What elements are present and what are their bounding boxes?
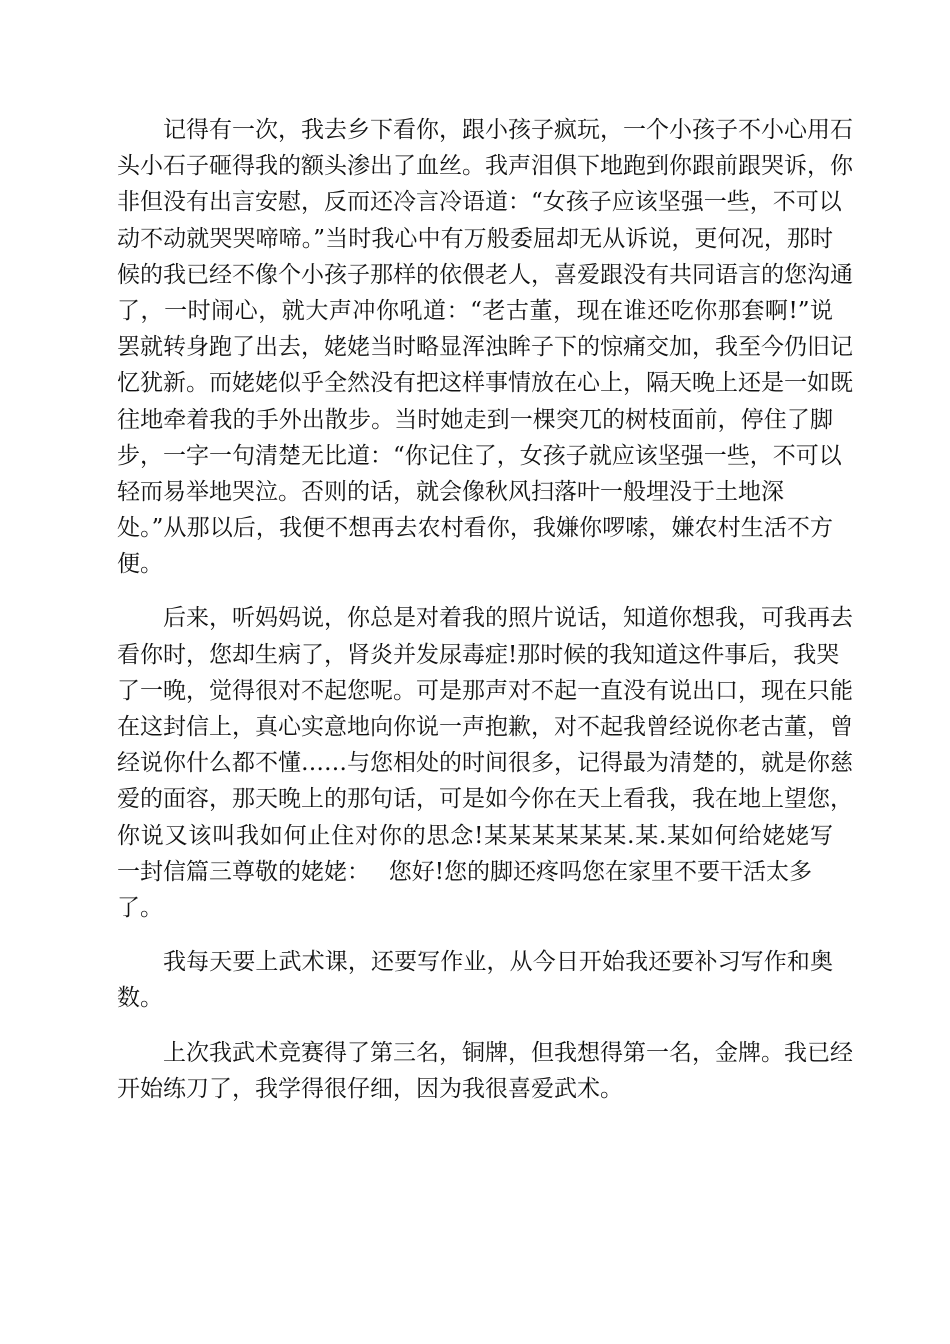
text-line: 往地牵着我的手外出散步。当时她走到一棵突兀的树枝面前，停住了脚	[117, 406, 833, 433]
text-line: 你说又该叫我如何止住对你的思念!某某某某某某.某.某如何给姥姥写	[117, 822, 833, 849]
text-line: 轻而易举地哭泣。否则的话，就会像秋风扫落叶一般埋没于土地深	[117, 478, 784, 505]
paragraph-spacer	[117, 1017, 833, 1035]
text-line: 便。	[117, 551, 163, 578]
text-line: 忆犹新。而姥姥似乎全然没有把这样事情放在心上，隔天晚上还是一如既	[117, 370, 853, 397]
text-line: 上次我武术竞赛得了第三名，铜牌，但我想得第一名，金牌。我已经	[163, 1039, 853, 1066]
text-line: 一封信篇三尊敬的姥姥： 您好!您的脚还疼吗您在家里不要干活太多	[117, 858, 813, 885]
text-line: 数。	[117, 985, 163, 1012]
text-line: 头小石子砸得我的额头渗出了血丝。我声泪俱下地跑到你跟前跟哭诉，你	[117, 153, 853, 180]
paragraph-4	[117, 1035, 853, 1107]
text-line: 罢就转身跑了出去，姥姥当时略显浑浊眸子下的惊痛交加，我至今仍旧记	[117, 334, 853, 361]
document-page	[117, 112, 853, 1107]
text-line: 非但没有出言安慰，反而还冷言冷语道：“女孩子应该坚强一些，不可以	[117, 189, 842, 216]
text-line: 候的我已经不像个小孩子那样的依偎老人，喜爱跟没有共同语言的您沟通	[117, 261, 853, 288]
paragraph-spacer	[117, 582, 833, 600]
text-line: 步，一字一句清楚无比道：“你记住了，女孩子就应该坚强一些，不可以	[117, 442, 842, 469]
paragraph-1	[117, 112, 853, 582]
text-line: 爱的面容，那天晚上的那句话，可是如今你在天上看我，我在地上望您，	[117, 786, 853, 813]
text-line: 经说你什么都不懂……与您相处的时间很多，记得最为清楚的，就是你慈	[117, 750, 853, 777]
text-line: 记得有一次，我去乡下看你，跟小孩子疯玩，一个小孩子不小心用石	[163, 117, 853, 143]
text-line: 了一晚，觉得很对不起您呢。可是那声对不起一直没有说出口，现在只能	[117, 677, 853, 704]
text-line: 了。	[117, 894, 163, 921]
text-line: 开始练刀了，我学得很仔细，因为我很喜爱武术。	[117, 1075, 623, 1102]
text-line: 动不动就哭哭啼啼。”当时我心中有万般委屈却无从诉说，更何况，那时	[117, 225, 833, 252]
text-line: 看你时，您却生病了，肾炎并发尿毒症!那时候的我知道这件事后，我哭	[117, 641, 840, 668]
text-line: 处。”从那以后，我便不想再去农村看你，我嫌你啰嗦，嫌农村生活不方	[117, 515, 833, 542]
paragraph-3	[117, 944, 833, 1016]
text-line: 后来，听妈妈说，你总是对着我的照片说话，知道你想我，可我再去	[163, 605, 853, 632]
text-line: 了，一时闹心，就大声冲你吼道：“老古董，现在谁还吃你那套啊!”说	[117, 297, 833, 324]
paragraph-spacer	[117, 926, 833, 944]
paragraph-2	[117, 600, 853, 926]
text-line: 我每天要上武术课，还要写作业，从今日开始我还要补习写作和奥	[163, 949, 833, 976]
text-line: 在这封信上，真心实意地向你说一声抱歉，对不起我曾经说你老古董，曾	[117, 714, 853, 740]
